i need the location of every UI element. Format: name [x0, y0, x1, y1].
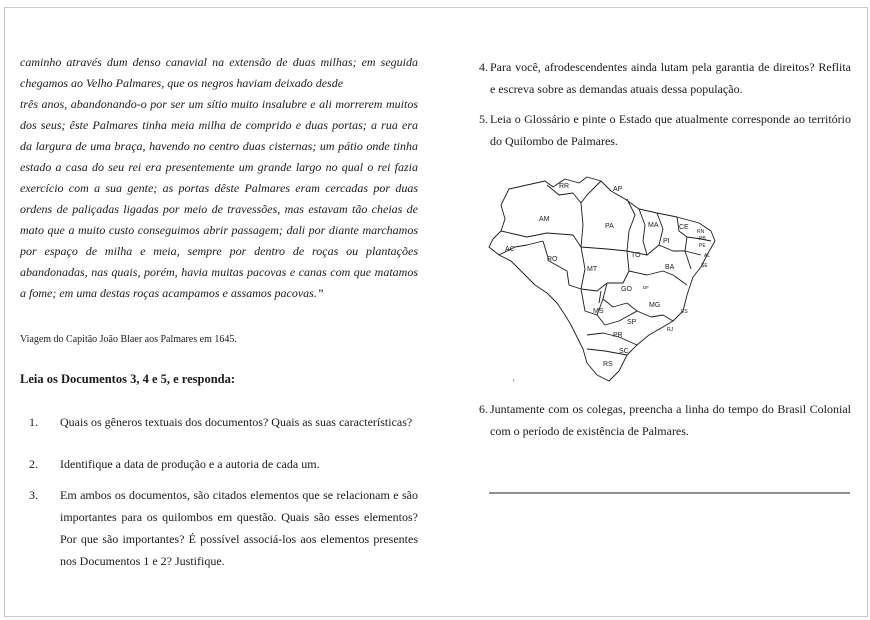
quote-line: por espaço de milha e meia, sempre por dentro de roças ou plantações [20, 244, 418, 258]
quote-line: caminho através dum denso canavial na extensão de duas milhas; em seguida [20, 55, 418, 69]
state-label: PE [699, 243, 706, 249]
question-4 [470, 56, 851, 100]
question-2 [20, 453, 418, 475]
question-text: Juntamente com os colegas, preencha a linha do tempo do Brasil Colonial [490, 402, 851, 416]
quote-line: abandonadas, nas quais, porém, havia muitas pacovas e canas com que matamos [20, 265, 418, 279]
question-text: com o período de existência de Palmares. [490, 424, 689, 438]
question-text: Por que são importantes? É possível associá-los aos elementos presentes [60, 532, 418, 546]
map-tick-mark: ı [513, 378, 515, 384]
state-label: SP [627, 319, 637, 326]
state-label: AM [539, 216, 550, 223]
state-label: RS [603, 361, 613, 368]
quote-line: a fome; em uma destas roças acampamos e assamos pacovas.” [20, 286, 324, 300]
question-number: 3. [29, 488, 38, 502]
state-label: PA [605, 223, 614, 230]
question-number: 5. [479, 112, 488, 126]
state-label: RN [697, 229, 705, 235]
question-text: Identifique a data de produção e a autoria de cada um. [60, 457, 320, 471]
state-label: RO [547, 256, 558, 263]
state-label: RJ [667, 327, 674, 333]
quote-block [20, 52, 418, 304]
question-3 [20, 484, 418, 572]
state-label: CE [679, 224, 689, 231]
state-label: MT [587, 266, 598, 273]
question-1 [20, 411, 418, 433]
question-number: 1. [29, 415, 38, 429]
quote-line: exercício com a sua gente; as portas dêste Palmares eram cercadas por duas [20, 181, 418, 195]
quote-line: da largura de uma braça, havendo no centro duas cisternas; um pátio onde tinha [20, 139, 418, 153]
state-label: BA [665, 264, 675, 271]
quote-line: ordens de paliçadas ligadas por meio de travessões, mas estavam tão cheias de [20, 202, 418, 216]
state-label: DF [643, 285, 649, 290]
state-label: SE [701, 263, 708, 269]
question-text: importantes para os quilombos em questão. Quais são esses elementos? [60, 510, 418, 524]
quote-line: mato que a muito custo conseguimos abrir passagem; dali por diante marchamos [20, 223, 418, 237]
question-text: Leia o Glossário e pinte o Estado que atualmente corresponde ao território [490, 112, 851, 126]
state-label: AP [613, 186, 623, 193]
question-text: Em ambos os documentos, são citados elementos que se relacionam e são [60, 488, 418, 502]
state-label: PB [699, 236, 706, 242]
state-label: MS [593, 308, 604, 315]
question-6 [470, 398, 851, 442]
instructions-heading: Leia os Documentos 3, 4 e 5, e responda: [20, 372, 236, 386]
state-label: MG [649, 302, 661, 309]
state-label: ES [681, 309, 688, 315]
brazil-states-map [487, 175, 719, 385]
state-label: AL [704, 253, 711, 259]
timeline-answer-line[interactable] [489, 492, 850, 494]
quote-line: chegamos ao Velho Palmares, que os negros haviam deixado desde [20, 76, 344, 90]
question-number: 2. [29, 457, 38, 471]
quote-line: estado a casa do seu rei era presentemente um grande largo no qual o rei fazia [20, 160, 418, 174]
quote-source: Viagem do Capitão João Blaer aos Palmares em 1645. [20, 334, 237, 345]
question-5 [470, 108, 851, 152]
question-text: Para você, afrodescendentes ainda lutam pela garantia de direitos? Reflita [490, 60, 851, 74]
state-label: MA [648, 222, 659, 229]
question-number: 6. [479, 402, 488, 416]
quote-line: dos seus; êste Palmares tinha meia milha de comprido e duas portas; a rua era [20, 118, 418, 132]
state-label: PR [613, 332, 623, 339]
question-text: nos Documentos 1 e 2? Justifique. [60, 554, 225, 568]
question-text: Quais os gêneros textuais dos documentos? Quais as suas características? [60, 415, 413, 429]
question-number: 4. [479, 60, 488, 74]
state-label: SC [619, 348, 629, 355]
state-label: AC [505, 246, 515, 253]
question-text: e escreva sobre as demandas atuais dessa população. [490, 82, 743, 96]
quote-line: três anos, abandonando-o por ser um sítio muito insalubre e ali morrerem muitos [20, 97, 418, 111]
state-label: GO [621, 286, 632, 293]
question-text: do Quilombo de Palmares. [490, 134, 618, 148]
state-label: PI [663, 238, 670, 245]
historical-quote [20, 52, 418, 304]
state-label: TO [631, 252, 641, 259]
state-label: RR [559, 183, 570, 190]
